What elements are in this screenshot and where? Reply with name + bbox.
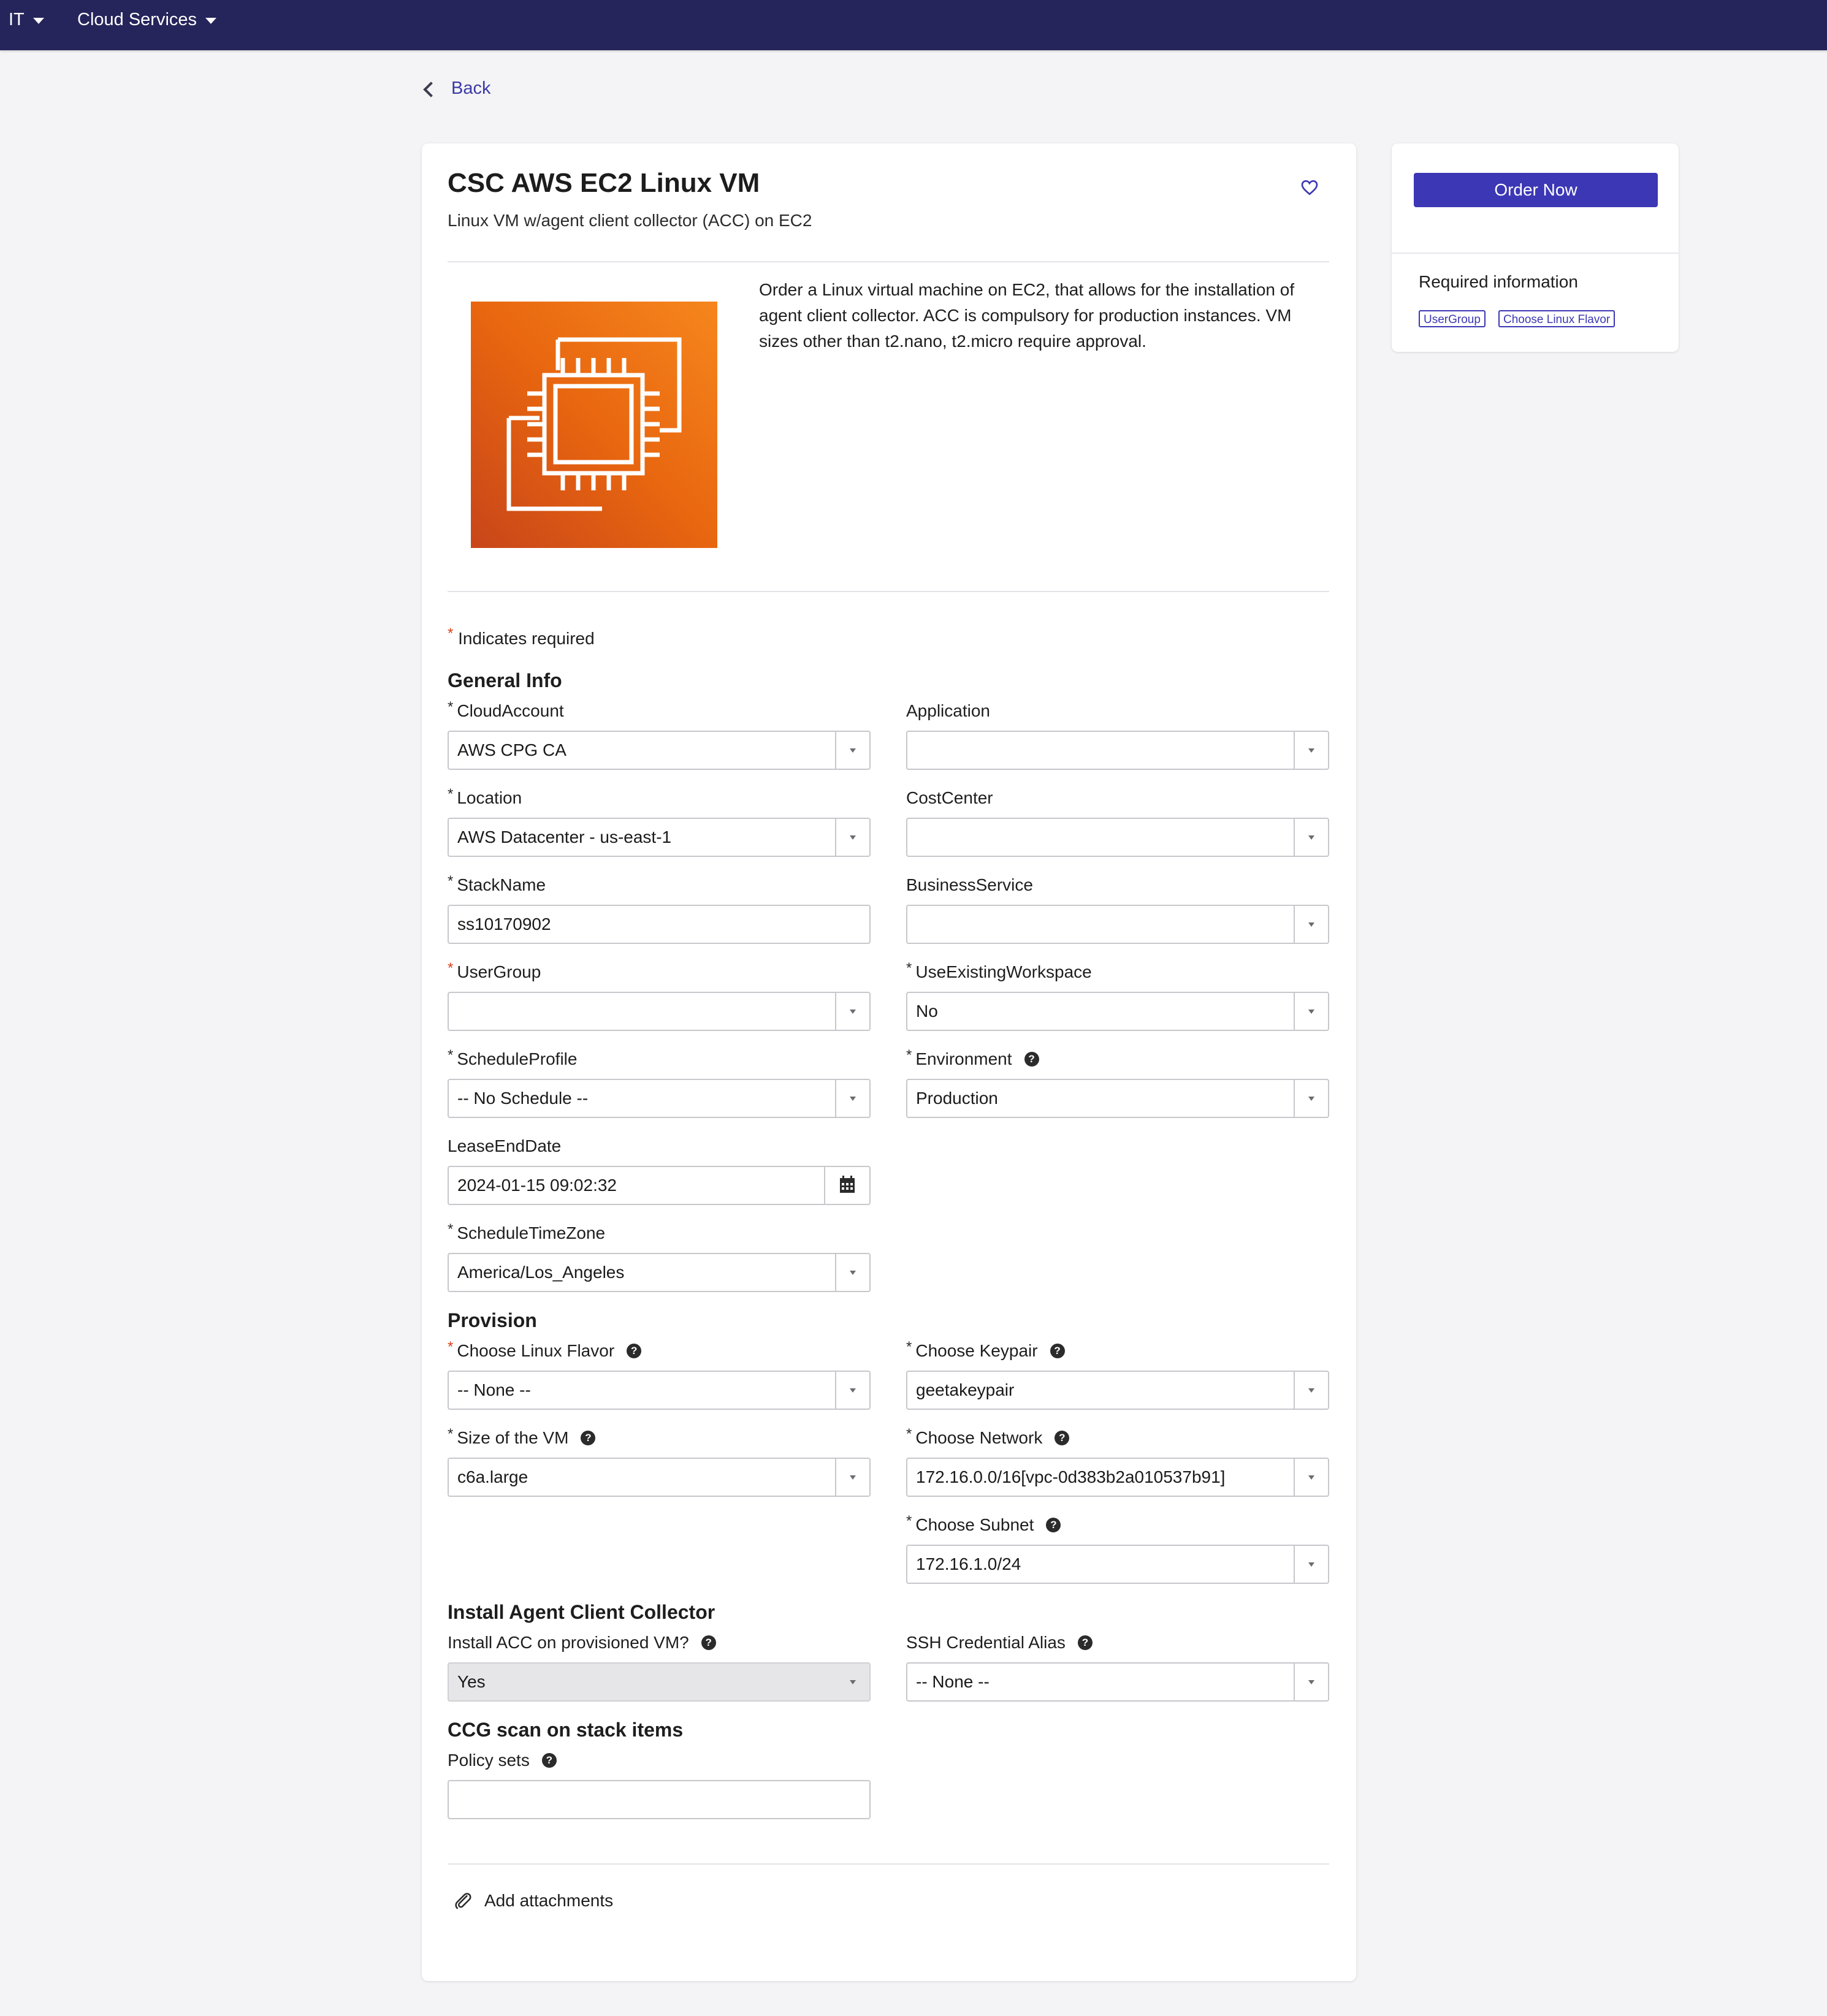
network-select[interactable] [906,1458,1329,1497]
section-provision: Provision [448,1309,537,1331]
policy-sets-label [448,1751,557,1770]
calendar-button[interactable] [824,1167,869,1204]
catalog-item-card [422,143,1356,1981]
dropdown-arrow-icon [1308,1680,1314,1684]
schedule-time-zone-label [448,1223,605,1243]
cloud-account-label [448,701,564,721]
dropdown-arrow-icon [850,1271,856,1275]
required-tag-linux-flavor[interactable]: Choose Linux Flavor [1498,310,1615,327]
required-note-text: Indicates required [458,629,595,648]
ssh-credential-alias-select[interactable] [906,1662,1329,1702]
keypair-label [906,1341,1065,1361]
stack-name-input[interactable] [448,905,871,944]
add-attachments-link[interactable] [452,1890,613,1911]
chevron-down-icon [33,18,44,24]
dropdown-arrow-icon [1308,1010,1314,1014]
paperclip-icon [452,1890,473,1911]
cost-center-label [906,788,993,808]
policy-sets-input[interactable] [448,1780,871,1819]
required-star: * [448,1426,454,1442]
required-star: * [448,699,454,715]
required-star: * [448,873,454,889]
dropdown-button[interactable] [1294,1664,1328,1700]
field-value: America/Los_Angeles [457,1263,625,1282]
nav-menu-cloud-services[interactable] [77,10,216,30]
dropdown-arrow-icon [1308,748,1314,753]
calendar-icon [825,1167,869,1204]
dropdown-button[interactable] [1294,819,1328,856]
dropdown-arrow-icon [1308,835,1314,840]
label-text: ScheduleTimeZone [457,1223,606,1242]
divider [1392,253,1679,254]
label-text: Choose Linux Flavor [457,1341,615,1360]
nav-menu-cloud-services-label: Cloud Services [77,10,197,29]
label-text: BusinessService [906,875,1033,894]
cloud-account-select[interactable] [448,731,871,770]
field-value: 172.16.0.0/16[vpc-0d383b2a010537b91] [916,1467,1226,1486]
item-description: Order a Linux virtual machine on EC2, that allows for the installation of agent client collector. ACC is compulsory for production instances. VM sizes other than t2.nano, t2.micro require approval. [759,280,1295,351]
chevron-down-icon [205,18,216,24]
schedule-profile-label [448,1049,577,1069]
help-icon[interactable]: ? [1024,1052,1039,1067]
required-star: * [906,1339,912,1355]
label-text: UseExistingWorkspace [915,962,1092,981]
field-value: AWS CPG CA [457,740,566,759]
dropdown-button[interactable] [835,1080,869,1117]
dropdown-arrow-icon [850,748,856,753]
field-value: c6a.large [457,1467,528,1486]
dropdown-button[interactable] [1294,1546,1328,1583]
dropdown-button[interactable] [835,732,869,769]
vm-size-label [448,1428,595,1448]
required-star: * [906,1513,912,1529]
label-text: SSH Credential Alias [906,1633,1066,1652]
dropdown-button[interactable] [835,1459,869,1496]
install-acc-select [448,1662,871,1702]
dropdown-arrow-icon [850,1097,856,1101]
divider [448,591,1329,592]
label-text: LeaseEndDate [448,1136,562,1155]
required-tag-user-group[interactable]: UserGroup [1419,310,1486,327]
help-icon[interactable]: ? [1055,1431,1069,1445]
environment-label [906,1049,1039,1069]
user-group-label [448,962,541,982]
keypair-select[interactable] [906,1371,1329,1410]
dropdown-button[interactable] [1294,1459,1328,1496]
help-icon[interactable]: ? [581,1431,595,1445]
ssh-credential-alias-label [906,1633,1093,1653]
dropdown-button[interactable] [1294,1372,1328,1409]
application-select[interactable] [906,731,1329,770]
field-value: Production [916,1089,998,1108]
divider [448,1863,1329,1865]
required-star: * [448,1339,454,1355]
location-label [448,788,522,808]
dropdown-button[interactable] [1294,993,1328,1030]
field-value: No [916,1002,938,1021]
required-star: * [906,1426,912,1442]
dropdown-button[interactable] [1294,1080,1328,1117]
schedule-time-zone-select[interactable] [448,1253,871,1292]
label-text: UserGroup [457,962,541,981]
label-text: Application [906,701,990,720]
section-general-info: General Info [448,669,562,691]
label-text: Choose Subnet [915,1515,1034,1534]
top-nav-bar [0,0,1827,50]
nav-menu-it-label: IT [9,10,25,29]
stack-name-label [448,875,546,895]
dropdown-button[interactable] [1294,732,1328,769]
linux-flavor-label [448,1341,641,1361]
help-icon[interactable]: ? [1050,1344,1065,1358]
dropdown-button [836,1664,869,1700]
dropdown-button[interactable] [835,1254,869,1291]
required-note [448,625,595,649]
add-attachments-label: Add attachments [484,1891,614,1910]
label-text: Choose Network [915,1428,1043,1447]
field-value: Yes [457,1672,486,1691]
install-acc-label [448,1633,716,1653]
cost-center-select[interactable] [906,818,1329,857]
item-title: CSC AWS EC2 Linux VM [448,168,760,198]
help-icon[interactable]: ? [701,1635,716,1650]
dropdown-arrow-icon [850,1010,856,1014]
section-ccg-scan: CCG scan on stack items [448,1719,684,1741]
application-label [906,701,990,721]
field-value: 172.16.1.0/24 [916,1554,1021,1573]
nav-menu-it[interactable] [9,10,44,30]
item-subtitle: Linux VM w/agent client collector (ACC) on EC2 [448,211,812,230]
order-now-button[interactable]: Order Now [1414,173,1658,207]
label-text: Location [457,788,522,807]
label-text: Size of the VM [457,1428,569,1447]
order-summary-card [1392,143,1679,352]
dropdown-button[interactable] [835,993,869,1030]
location-select[interactable] [448,818,871,857]
section-install-acc: Install Agent Client Collector [448,1601,715,1623]
network-label [906,1428,1069,1448]
field-value: ss10170902 [457,915,551,934]
dropdown-arrow-icon [850,1388,856,1393]
business-service-label [906,875,1033,895]
required-star: * [448,960,454,976]
ec2-chip-icon [471,302,717,548]
dropdown-arrow-icon [1308,1097,1314,1101]
help-icon[interactable]: ? [1078,1635,1093,1650]
label-text: Environment [915,1049,1012,1068]
dropdown-arrow-icon [1308,1562,1314,1567]
label-text: CloudAccount [457,701,564,720]
environment-select[interactable] [906,1079,1329,1118]
field-value: geetakeypair [916,1380,1015,1399]
subnet-label [906,1515,1061,1535]
required-star: * [448,1221,454,1238]
label-text: ScheduleProfile [457,1049,578,1068]
lease-end-date-label [448,1136,561,1156]
schedule-profile-select[interactable] [448,1079,871,1118]
required-information-heading: Required information [1419,272,1578,291]
favorite-heart-icon[interactable] [1300,178,1319,197]
required-star: * [906,960,912,976]
field-value: -- None -- [916,1672,990,1691]
back-link[interactable] [425,78,490,99]
help-icon[interactable]: ? [627,1344,641,1358]
divider [448,261,1329,262]
dropdown-arrow-icon [1308,1475,1314,1480]
business-service-select[interactable] [906,905,1329,944]
label-text: Choose Keypair [915,1341,1038,1360]
use-existing-workspace-select[interactable] [906,992,1329,1031]
dropdown-button[interactable] [1294,906,1328,943]
back-label: Back [451,78,491,98]
dropdown-arrow-icon [850,1680,856,1684]
linux-flavor-select[interactable] [448,1371,871,1410]
vm-size-select[interactable] [448,1458,871,1497]
required-star: * [906,1047,912,1063]
dropdown-arrow-icon [1308,1388,1314,1393]
chevron-left-icon [423,82,438,97]
label-text: StackName [457,875,546,894]
subnet-select[interactable] [906,1545,1329,1584]
use-existing-workspace-label [906,962,1092,982]
help-icon[interactable]: ? [542,1753,557,1768]
ec2-logo-image [471,302,717,548]
required-star: * [448,786,454,802]
dropdown-button[interactable] [835,819,869,856]
label-text: CostCenter [906,788,993,807]
field-value: -- No Schedule -- [457,1089,589,1108]
field-value: -- None -- [457,1380,531,1399]
help-icon[interactable]: ? [1046,1518,1061,1532]
dropdown-button[interactable] [835,1372,869,1409]
label-text: Policy sets [448,1751,530,1770]
lease-end-date-input[interactable] [448,1166,871,1205]
field-value: 2024-01-15 09:02:32 [457,1176,617,1195]
required-star: * [448,1047,454,1063]
dropdown-arrow-icon [850,835,856,840]
field-value: AWS Datacenter - us-east-1 [457,827,672,846]
user-group-select[interactable] [448,992,871,1031]
dropdown-arrow-icon [1308,922,1314,927]
label-text: Install ACC on provisioned VM? [448,1633,689,1652]
required-star: * [448,625,454,642]
dropdown-arrow-icon [850,1475,856,1480]
